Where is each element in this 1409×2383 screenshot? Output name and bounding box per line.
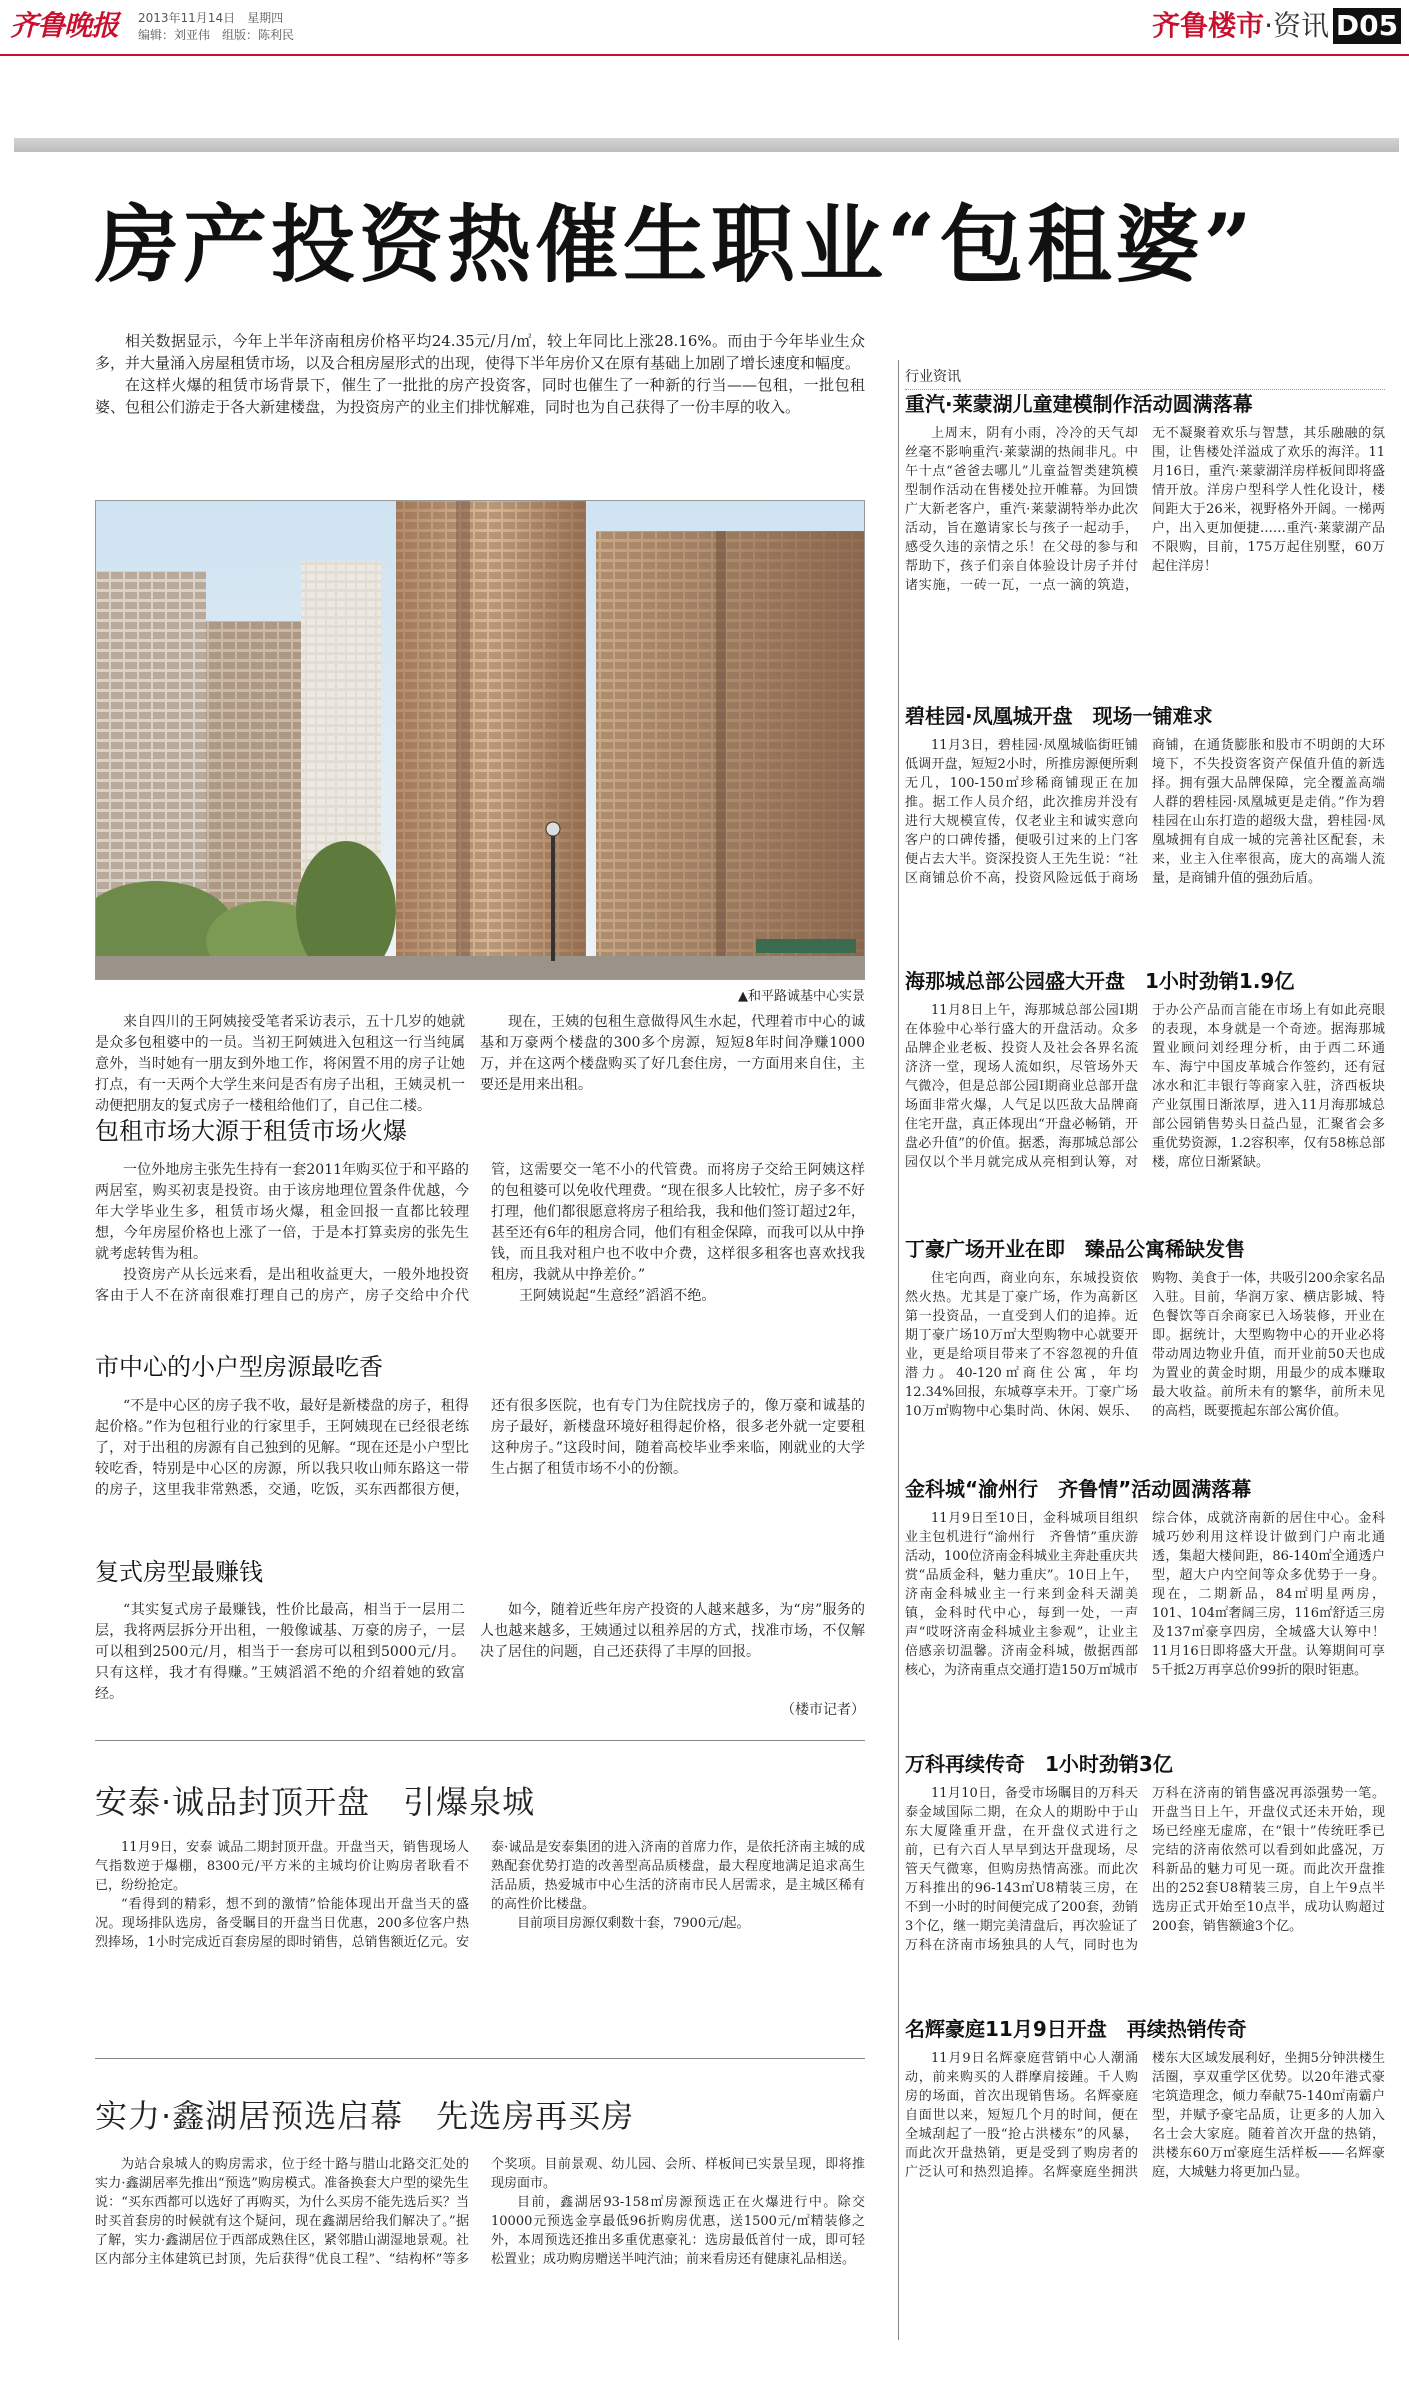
story-b-body [95,1160,865,1345]
news-item-minghui [905,2015,1385,2225]
news-paragraph: 11月9日名辉豪庭营销中心人潮涌动，前来购买的人群摩肩接踵。千人购房的场面，首次出现销售场。名辉豪庭自面世以来，短短几个月的时间，便在全城刮起了一股“抢占洪楼东”的风暴，而此次开盘热销，更是受到了购房者的广泛认可和热烈追捧。名辉豪庭坐拥洪楼东大区域发展利好，坐拥5分钟洪楼生活圈，享双重学区优势。以20年港式豪宅筑造理念，倾力奉献75-140㎡南霸户型，并赋予豪宅品质，让更多的人加入名士会大家庭。随着首次开盘的热销，洪楼东60万㎡豪庭生活样板——名辉豪庭，大城魅力将更加凸显。 [905,2051,1385,2180]
building-photo-image [96,501,865,980]
sidebar-news-list [905,390,1385,2225]
story-paragraph: 投资房产从长远来看，是出租收益更大，一般外地投资客由于人不在济南很难打理自己的房产，房子交给中介代管，这需要交一笔不小的代管费。而将房子交给王阿姨这样的包租婆可以免收代理费。“现在很多人比较忙，房子多不好打理，他们都很愿意将房子租给我，我和他们签订超过2年，甚至还有6年的租房合同，他们有租金保障，而我可以从中挣钱，而且我对租户也不收中介费，这样很多租客也喜欢找我租房，我就从中挣差价。” [95,1162,865,1304]
news-body [905,1269,1385,1463]
news-paragraph: 上周末，阴有小雨，冷冷的天气却丝毫不影响重汽·莱蒙湖的热闹非凡。中午十点“爸爸去哪儿”儿童益智类建筑模型制作活动在售楼处拉开帷幕。为回馈广大新老客户，重汽·莱蒙湖特举办此次活动，旨在邀请家长与孩子一起动手，感受久违的亲情之乐！在父母的参与和帮助下，孩子们亲自体验设计房子并付诸实施，一砖一瓦，一点一滴的筑造，无不凝聚着欢乐与智慧，其乐融融的氛围，让售楼处洋溢成了欢乐的海洋。11月16日，重汽·莱蒙湖洋房样板间即将盛情开放。洋房户型科学人性化设计，楼间距大于26米，视野格外开阔。一梯两户，出入更加便捷……重汽·莱蒙湖产品不限购，目前，175万起住别墅，60万起住洋房！ [905,426,1385,593]
building-photo [95,500,865,980]
story-a-col1 [95,1012,465,1117]
news-title: 万科再续传奇 1小时劲销3亿 [905,1752,1173,1776]
news-title: 海那城总部公园盛大开盘 1小时劲销1.9亿 [905,969,1295,993]
story-paragraph: 如今，随着近些年房产投资的人越来越多，为“房”服务的人也越来越多，王姨通过以租养居的方式，找准市场，不仅解决了居住的问题，自己还获得了丰厚的回报。 [480,1602,865,1660]
section-divider [95,1740,865,1741]
issue-date: 2013年11月14日 [138,11,236,25]
byline: （楼市记者） [781,1702,865,1718]
xinhuju-paragraph: 为站合泉城人的购房需求，位于经十路与腊山北路交汇处的实力·鑫湖居率先推出“预选”购房模式。准备换套大户型的梁先生说：“买东西都可以选好了再购买，为什么买房不能先选后买？当时买首套房的时候就有这个疑问，现在鑫湖居给我们解决了。”据了解，实力·鑫湖居位于西部成熟住区，紧邻腊山湖湿地景观。社区内部分主体建筑已封顶，先后获得“优良工程”、“结构杯”等多个奖项。目前景观、幼儿园、会所、样板间已实景呈现，即将推现房面市。 [95,2157,865,2267]
masthead-rule [0,54,1409,56]
news-paragraph: 11月3日，碧桂园·凤凰城临街旺铺低调开盘，短短2小时，所推房源便所剩无几，100-150㎡珍稀商铺现正在加推。据工作人员介绍，此次推房并没有进行大规模宣传，仅老业主和诚实意向客户的口碑传播，便吸引过来的上门客便占去大半。资深投资人王先生说：“社区商铺总价不高，投资风险远低于商场商铺，在通货膨胀和股市不明朗的大环境下，不失投资客资产保值升值的新选择。拥有强大品牌保障，完全覆盖高端人群的碧桂园·凤凰城更是走俏。”作为碧桂园在山东打造的超级大盘，碧桂园·凤凰城拥有自成一城的完善社区配套，未来，业主入住率很高，庞大的高端人流量，是商铺升值的强劲后盾。 [905,738,1385,886]
subhead-small-units: 市中心的小户型房源最吃香 [95,1353,383,1381]
subhead-duplex: 复式房型最赚钱 [95,1558,263,1586]
header-band [14,138,1399,152]
lead-paragraph: 相关数据显示，今年上半年济南租房价格平均24.35元/月/㎡，较上年同比上涨28.16%。而由于今年毕业生众多，并大量涌入房屋租赁市场，以及合租房屋形式的出现，使得下半年房价又在原有基础上加剧了增长速度和幅度。 [95,332,865,372]
story-paragraph: 现在，王姨的包租生意做得风生水起，代理着市中心的诚基和万豪两个楼盘的300多个房源，短短8年时间净赚1000万，并在这两个楼盘购买了好几套住房，一方面用来自住，主要还是用来出租。 [480,1014,865,1093]
news-item-hainacheng [905,967,1385,1225]
story-paragraph: “不是中心区的房子我不收，最好是新楼盘的房子，租得起价格。”作为包租行业的行家里手，王阿姨现在已经很老练了，对于出租的房源有自己独到的见解。“现在还是小户型比较吃香，特别是中心区的房源，所以我只收山师东路这一带的房子，这里我非常熟悉，交通，吃饭，买东西都很方便，还有很多医院，也有专门为住院找房子的，像万豪和诚基的房子最好，新楼盘环境好租得起价格，很多老外就一定要租这种房子。”这段时间，随着高校毕业季来临，刚就业的大学生占据了租赁市场不小的份额。 [95,1398,865,1498]
issue-meta [138,10,398,44]
news-body [905,1509,1385,1737]
newspaper-logo: 齐鲁晚报 [10,9,119,42]
news-title: 碧桂园·凤凰城开盘 现场一铺难求 [905,704,1213,728]
story-paragraph: “其实复式房子最赚钱，性价比最高，相当于一层用二层，我将两层拆分开出租，一般像诚基、万豪的房子，一层可以租到2500元/月，相当于一套房可以租到5000元/月。只有这样，我才有得赚。”王姨滔滔不绝的介绍着她的致富经。 [95,1602,465,1702]
news-body [905,1784,1385,2002]
story-a-col2 [480,1012,865,1096]
news-body [905,424,1385,686]
news-title: 金科城“渝州行 齐鲁情”活动圆满落幕 [905,1477,1252,1501]
news-body [905,1001,1385,1221]
section-sub: ·资讯 [1264,9,1329,42]
subhead-rental-market: 包租市场大源于租赁市场火爆 [95,1117,407,1145]
section-divider [95,2058,865,2059]
antai-paragraph: 目前项目房源仅剩数十套，7900元/起。 [517,1916,750,1931]
news-item-jinkecheng [905,1475,1385,1740]
news-body [905,736,1385,954]
antai-paragraph: “看得到的精彩，想不到的激情”恰能体现出开盘当天的盛况。现场排队选房，备受瞩目的开盘当日优惠，200多位客户热烈捧场，1小时完成近百套房屋的即时销售，总销售额近亿元。安泰·诚品是安泰集团的进入济南的首席力作，是依托济南主城的成熟配套优势打造的改善型高品质楼盘，最大程度地满足追求高生活品质，热爱城市中心生活的济南市民人居需求，是主城区稀有的高性价比楼盘。 [95,1840,865,1950]
xinhuju-paragraph: 目前，鑫湖居93-158㎡房源预选正在火爆进行中。除交10000元预选金享最低96折购房优惠，送1500元/㎡精装修之外，本周预选还推出多重优惠豪礼：选房最低首付一成，即可轻松置业；成功购房赠送半吨汽油；前来看房还有健康礼品相送。 [491,2195,865,2267]
section-name: 齐鲁楼市 [1152,9,1265,42]
story-d-col2 [480,1600,865,1663]
layout-credit: 组版：陈利民 [222,28,295,42]
news-item-dinghao [905,1235,1385,1465]
xinhuju-body [95,2155,865,2373]
issue-weekday: 星期四 [247,11,284,25]
antai-paragraph: 11月9日，安泰 诚品二期封顶开盘。开盘当天，销售现场人气指数逆于爆棚，8300元/平方米的主城均价让购房者耿看不已，纷纷抢定。 [95,1840,469,1893]
main-headline: 房产投资热催生职业“包租婆” [95,195,1256,294]
news-title: 丁豪广场开业在即 臻品公寓稀缺发售 [905,1237,1245,1261]
story-paragraph: 王阿姨说起“生意经”滔滔不绝。 [519,1288,716,1304]
news-body [905,2049,1385,2221]
editor-credit: 编辑：刘亚伟 [138,28,211,42]
antai-headline: 安泰·诚品封顶开盘 引爆泉城 [95,1783,536,1821]
antai-body [95,1838,865,2018]
xinhuju-headline: 实力·鑫湖居预选启幕 先选房再买房 [95,2097,635,2135]
lead-paragraph: 在这样火爆的租赁市场背景下，催生了一批批的房产投资客，同时也催生了一种新的行当——包租，一批包租婆、包租公们游走于各大新建楼盘，为投资房产的业主们排忧解难，同时也为自己获得了一份丰厚的收入。 [95,376,865,416]
section-brand [1152,6,1329,46]
lead-paragraphs [95,330,865,418]
sidebar-rule [898,360,899,2340]
news-paragraph: 住宅向西，商业向东，东城投资依然火热。尤其是丁豪广场，作为高新区第一投资品，一直受到人们的追捧。近期丁豪广场10万㎡大型购物中心就要开业，更是给项目带来了不容忽视的升值潜力。40-120㎡商住公寓，年均12.34%回报，东城尊享未开。丁豪广场10万㎡购物中心集时尚、休闲、娱乐、购物、美食于一体，共吸引200余家名品入驻。目前，华润万家、横店影城、特色餐饮等百余商家已入场装修，开业在即。据统计，大型购物中心的开业必将带动周边物业升值，而开业前50天也成为置业的黄金时期，用最少的成本赚取最大收益。前所未有的繁华，前所未见的高档，既要揽起东部公寓价值。 [905,1271,1385,1419]
sidebar-section-label: 行业资讯 [905,366,1385,390]
news-item-biguiyuan [905,702,1385,957]
news-paragraph: 11月10日，备受市场瞩目的万科天泰金域国际二期，在众人的期盼中于山东大厦隆重开盘，在开盘仪式进行之前，已有六百人早早到达开盘现场，尽管天气微寒，但购房热情高涨。而此次万科推出的96-143㎡U8精装三房，在不到一小时的时间便完成了200套，劲销3个亿，继一期完美清盘后，再次验证了万科在济南市场独具的人气，同时也为万科在济南的销售盛况再添强势一笔。开盘当日上午，开盘仪式还未开始，现场已经座无虚席，在“银十”传统旺季已完结的济南依然可以看到如此盛况，万科新品的魅力可见一斑。而此次开盘推出的252套U8精装三房，自上午9点半选房正式开始至10点半，成功认购超过200套，销售额逾3个亿。 [905,1786,1385,1953]
news-paragraph: 11月8日上午，海那城总部公园Ⅰ期在体验中心举行盛大的开盘活动。众多品牌企业老板、投资人及社会各界名流济济一堂，现场人流如织，尽管场外天气微冷，但是总部公园Ⅰ期商业总部开盘场面非常火爆，人气足以匹敌大品牌商住宅开盘，真正体现出“开盘必畅销，开盘必升值”的价值。据悉，海那城总部公园仅以个半月就完成从亮相到认筹，对于办公产品而言能在市场上有如此亮眼的表现，本身就是一个奇迹。据海那城置业顾问刘经理分析，由于西二环通车、海宁中国皮革城合作签约，还有冠冰水和汇丰银行等商家入驻，济西板块产业氛围日渐浓厚，进入11月海那城总部公园销售势头日益凸显，汇聚省会多重优势资源，1.2容积率，仅有58栋总部楼，席位日渐紧缺。 [905,1003,1385,1170]
news-item-zhongqi [905,390,1385,690]
news-title: 名辉豪庭11月9日开盘 再续热销传奇 [905,2017,1247,2041]
story-c-body [95,1396,865,1546]
news-item-wanke [905,1750,1385,2005]
story-paragraph: 来自四川的王阿姨接受笔者采访表示，五十几岁的她就是众多包租婆中的一员。当初王阿姨进入包租这一行当纯属意外，当时她有一朋友到外地工作，将闲置不用的房子让她打点，有一天两个大学生来问是否有房子出租，王姨灵机一动便把朋友的复式房子一楼租给他们了，自己住二楼。 [95,1014,465,1114]
news-title: 重汽·莱蒙湖儿童建模制作活动圆满落幕 [905,392,1253,416]
news-paragraph: 11月9日至10日，金科城项目组织业主包机进行“渝州行 齐鲁情”重庆游活动，100位济南金科城业主奔赴重庆共赏“品质金科，魅力重庆”。10日上午，济南金科城业主一行来到金科天湖美镇，金科时代中心，每到一处，一声声“哎呀济南金科城业主参观”，让业主倍感亲切温馨。济南金科城，傲据西部核心，为济南重点交通打造150万㎡城市综合体，成就济南新的居住中心。金科城巧妙利用这样设计做到门户南北通透，集超大楼间距，86-140㎡全通透户型，超大户内空间等众多优势于一身。现在，二期新品，84㎡明星两房，101、104㎡奢阔三房，116㎡舒适三房及137㎡豪享四房，全城盛大认筹中！11月16日即将盛大开盘。认筹期间可享5千抵2万再享总价99折的限时钜惠。 [905,1511,1385,1678]
story-paragraph: 一位外地房主张先生持有一套2011年购买位于和平路的两居室，购买初衷是投资。由于该房地理位置条件优越，今年大学毕业生多，租赁市场火爆，租金回报一直都比较理想，今年房屋价格也上涨了一倍，于是本打算卖房的张先生就考虑转售为租。 [95,1162,469,1262]
story-d-col1 [95,1600,465,1705]
page-number: D05 [1333,8,1401,44]
photo-caption: ▲和平路诚基中心实景 [738,989,865,1004]
